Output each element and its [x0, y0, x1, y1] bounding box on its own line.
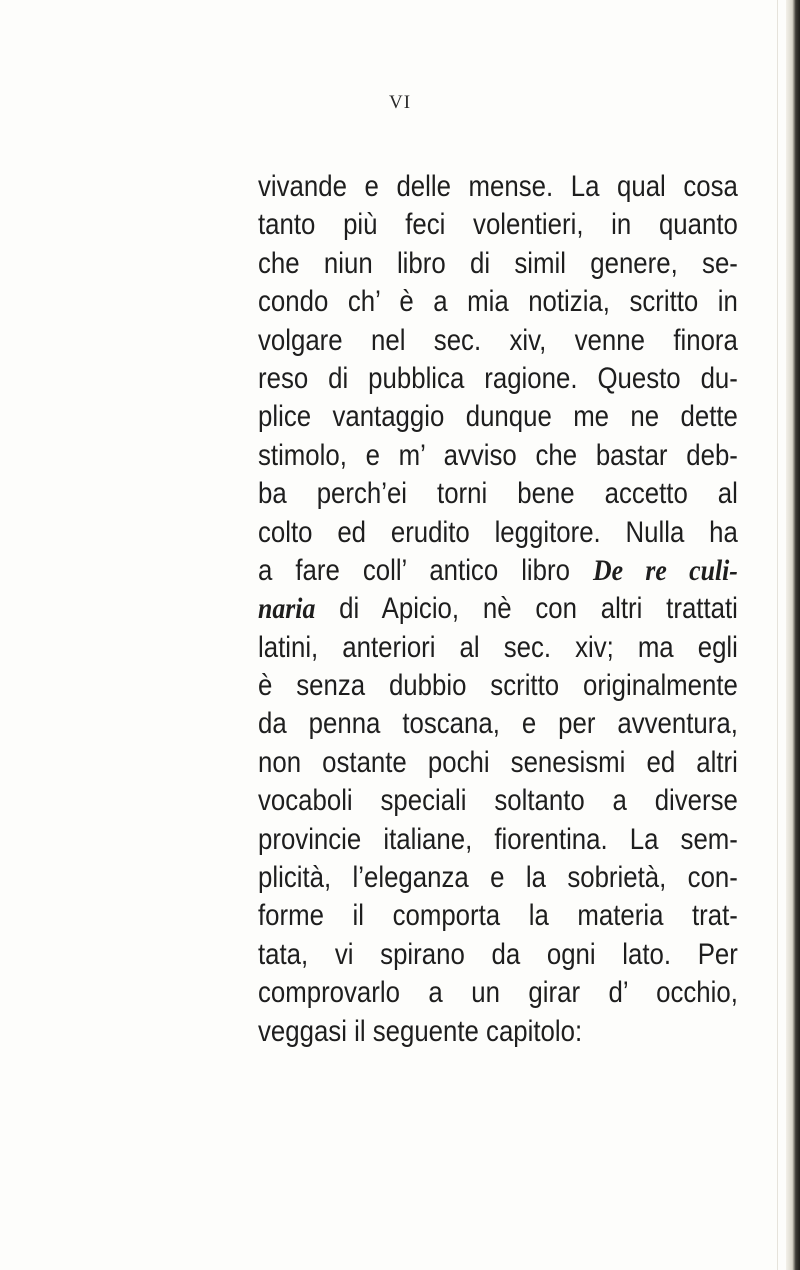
- book-title-part-1: De re culi-: [592, 553, 738, 587]
- body-text: [258, 168, 738, 1051]
- book-title-part-2: naria: [258, 592, 316, 626]
- text-line-7: plice vantaggio dunque me ne dette: [258, 400, 738, 434]
- page-edge-line: [777, 0, 778, 1270]
- text-line-3: che niun libro di simil genere, se-: [258, 246, 738, 280]
- text-line-10: colto ed erudito leggitore. Nulla ha: [258, 515, 738, 549]
- text-line-9: ba perch’ei torni bene accetto al: [258, 477, 738, 511]
- text-line-2: tanto più feci volentieri, in quanto: [258, 208, 738, 242]
- text-line-14: è senza dubbio scritto originalmente: [258, 669, 738, 703]
- text-line-4: condo ch’ è a mia notizia, scritto in: [258, 285, 738, 319]
- text-line-12: [258, 590, 738, 628]
- text-line-19: plicità, l’eleganza e la sobrietà, con-: [258, 861, 738, 895]
- text-line-11: [258, 552, 738, 590]
- text-line-8: stimolo, e m’ avviso che bastar deb-: [258, 438, 738, 472]
- text-line-20: forme il comporta la materia trat-: [258, 899, 738, 933]
- page-number: VI: [388, 92, 412, 113]
- text-line-22: comprovarlo a un girar d’ occhio,: [258, 976, 738, 1010]
- text-line-23: veggasi il seguente capitolo:: [258, 1014, 583, 1048]
- text-line-12-rest: di Apicio, nè con altri trattati: [339, 592, 738, 626]
- text-line-17: vocaboli speciali soltanto a diverse: [258, 784, 738, 818]
- text-line-16: non ostante pochi senesismi ed altri: [258, 745, 738, 779]
- text-line-15: da penna toscana, e per avventura,: [258, 707, 738, 741]
- text-line-5: volgare nel sec. xiv, venne finora: [258, 323, 738, 357]
- text-line-18: provincie italiane, fiorentina. La sem-: [258, 822, 738, 856]
- text-line-13: latini, anteriori al sec. xiv; ma egli: [258, 630, 738, 664]
- text-line-11-start: a fare coll’ antico libro: [258, 553, 570, 587]
- text-line-1: vivande e delle mense. La qual cosa: [258, 170, 738, 203]
- text-line-21: tata, vi spirano da ogni lato. Per: [258, 937, 738, 971]
- page-edge-shadow: [786, 0, 800, 1270]
- text-line-6: reso di pubblica ragione. Questo du-: [258, 361, 738, 395]
